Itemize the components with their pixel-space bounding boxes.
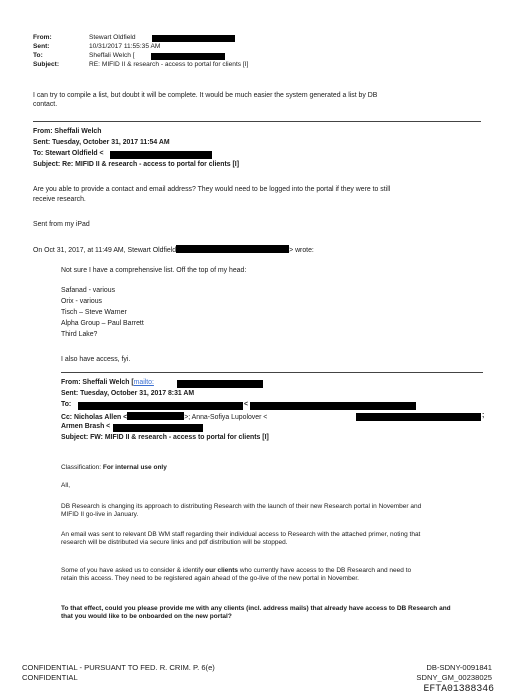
msg3-cc-prefix: Cc: Nicholas Allen < — [61, 414, 128, 421]
msg3-from — [61, 379, 154, 388]
quoted-list-item: Orix - various — [61, 298, 102, 305]
redaction-box — [250, 402, 416, 410]
separator-rule — [33, 121, 481, 122]
reply-line-2: contact. — [33, 101, 58, 108]
fwd-p3-a: Some of you have asked us to consider & identify — [61, 567, 206, 574]
msg2-sent-from: Sent from my iPad — [33, 221, 90, 228]
fwd-paragraph-2: An email was sent to relevant DB WM staff regarding their individual access to Research with the attached primer, noting that research will be distributed via secure links and pdf distribution will be stopped. — [61, 531, 421, 547]
redaction-box — [176, 245, 289, 253]
redaction-box — [356, 413, 481, 421]
msg3-from-prefix: From: Sheffali Welch [ — [61, 379, 134, 386]
msg3-to-lt: < — [244, 401, 249, 408]
redaction-box — [177, 380, 263, 388]
fwd-paragraph-1: DB Research is changing its approach to distributing Research with the launch of their new Research portal in November and MIFID II go-live in January. — [61, 503, 422, 519]
msg2-sent: Sent: Tuesday, October 31, 2017 11:54 AM — [33, 139, 170, 146]
footer-left-2: CONFIDENTIAL — [22, 673, 78, 682]
quoted-intro: Not sure I have a comprehensive list. Off the top of my head: — [61, 267, 247, 274]
header-subject-label: Subject: — [33, 61, 60, 68]
msg2-from: From: Sheffali Welch — [33, 128, 102, 135]
footer-right-2: SDNY_GM_00238025 — [416, 673, 492, 682]
fwd-greeting: All, — [61, 482, 71, 489]
header-from — [33, 34, 136, 42]
classification-value: For internal use only — [102, 464, 167, 471]
redaction-box — [113, 424, 203, 432]
reply-line-1: I can try to compile a list, but doubt it will be complete. It would be much easier the system generated a list by DB — [33, 92, 378, 99]
redaction-box — [110, 151, 212, 159]
quoted-list-item: Safanad - various — [61, 287, 116, 294]
header-subject-value: RE: MIFID II & research - access to portal for clients [I] — [89, 61, 249, 68]
fwd-paragraph-3 — [61, 567, 423, 583]
header-sent-value: 10/31/2017 11:55:35 AM — [89, 43, 161, 50]
msg2-body-line-1: Are you able to provide a contact and email address? They would need to be logged into the portal if they were to still — [33, 186, 391, 193]
msg2-body-line-2: receive research. — [33, 196, 86, 203]
msg3-mailto-link[interactable]: mailto: — [133, 379, 154, 386]
header-to-value: Sheffali Welch [ — [89, 52, 135, 59]
msg2-subject: Subject: Re: MIFID II & research - access to portal for clients [I] — [33, 161, 240, 168]
msg2-on-prefix: On Oct 31, 2017, at 11:49 AM, Stewart Oldfield — [33, 247, 177, 254]
redaction-box — [127, 412, 184, 420]
msg3-cc-end: ; — [482, 412, 485, 419]
header-sent — [33, 43, 160, 51]
separator-rule — [61, 372, 483, 373]
msg3-sent: Sent: Tuesday, October 31, 2017 8:31 AM — [61, 390, 195, 397]
msg3-to: To: — [61, 401, 72, 408]
fwd-paragraph-4: To that effect, could you please provide me with any clients (incl. address mails) that already have access to DB Research and that you would like to be onboarded on the new portal? — [61, 605, 451, 621]
redaction-box — [78, 402, 243, 410]
header-subject — [33, 61, 248, 69]
redaction-box — [151, 53, 225, 60]
msg2-on-suffix: > wrote: — [289, 247, 314, 254]
quoted-list-item: Third Lake? — [61, 331, 98, 338]
header-from-label: From: — [33, 34, 52, 41]
msg3-cc — [61, 412, 267, 423]
quoted-access: I also have access, fyi. — [61, 356, 131, 363]
header-sent-label: Sent: — [33, 43, 50, 50]
msg3-cc2: Armen Brash < — [61, 423, 111, 430]
quoted-list-item: Alpha Group – Paul Barrett — [61, 320, 144, 327]
footer-left-1: CONFIDENTIAL - PURSUANT TO FED. R. CRIM. P. 6(e) — [22, 663, 215, 672]
msg3-cc-mid: >; Anna-Sofiya Lupolover < — [184, 414, 268, 421]
classification — [61, 464, 167, 472]
classification-label: Classification: — [61, 464, 103, 471]
redaction-box — [152, 35, 235, 42]
msg3-subject: Subject: FW: MIFID II & research - access to portal for clients [I] — [61, 434, 269, 441]
header-to-label: To: — [33, 52, 43, 59]
footer-efta: EFTA01388346 — [423, 683, 494, 694]
msg2-on-line — [33, 245, 314, 256]
quoted-list-item: Tisch – Steve Warner — [61, 309, 127, 316]
fwd-p3-c: who currently have access to the DB Research and need to retain this access. They need to be registered again ahead of the go-live of the new portal in November. — [61, 567, 412, 583]
header-from-value: Stewart Oldfield — [89, 34, 136, 41]
footer-right-1: DB-SDNY-0091841 — [426, 663, 492, 672]
header-to — [33, 52, 135, 60]
msg2-to: To: Stewart Oldfield < — [33, 150, 104, 157]
fwd-p3-b: our clients — [205, 567, 239, 574]
